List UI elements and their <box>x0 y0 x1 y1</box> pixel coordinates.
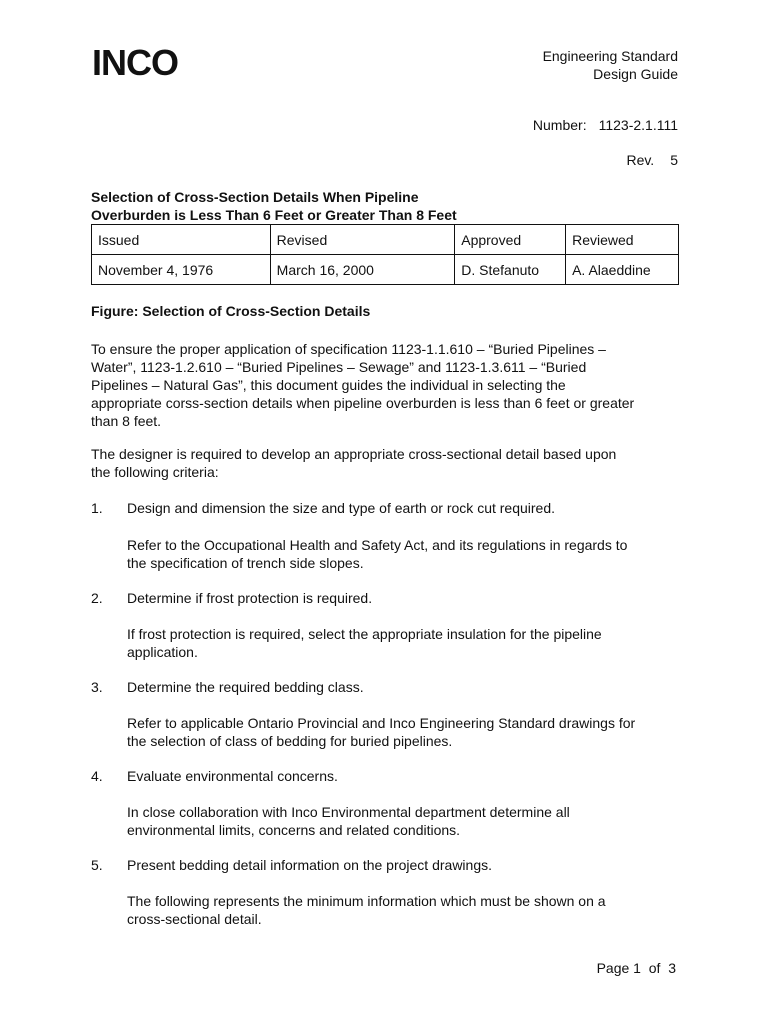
inco-logo <box>92 44 188 80</box>
detail-line-1: If frost protection is required, select the appropriate insulation for the pipeline <box>127 626 602 642</box>
detail-line-2: environmental limits, concerns and related conditions. <box>127 822 461 838</box>
approval-table <box>91 224 679 285</box>
list-item-number: 5. <box>91 857 103 873</box>
document-title <box>91 188 457 224</box>
number-value: 1123-2.1.111 <box>598 117 678 133</box>
logo-wordmark: INCO <box>92 44 178 80</box>
detail-line-1: In close collaboration with Inco Environmental department determine all <box>127 804 570 820</box>
header-revised: Revised <box>270 225 455 255</box>
standard-line: Engineering Standard <box>542 48 678 64</box>
reviewer: A. Alaeddine <box>566 255 679 285</box>
list-item-number: 2. <box>91 590 103 606</box>
list-item-detail <box>127 536 687 572</box>
list-item-heading: Determine if frost protection is required. <box>127 590 373 606</box>
list-item-number: 4. <box>91 768 103 784</box>
number-label: Number: <box>532 117 587 133</box>
table-row <box>92 255 679 285</box>
detail-line-2: cross-sectional detail. <box>127 911 262 927</box>
title-line-1: Selection of Cross-Section Details When Pipeline <box>91 189 419 205</box>
header-issued: Issued <box>92 225 271 255</box>
rev-value: 5 <box>670 152 678 168</box>
detail-line-2: application. <box>127 644 198 660</box>
header-approved: Approved <box>455 225 566 255</box>
intro-line-4: appropriate corss-section details when pipeline overburden is less than 6 feet or greater <box>91 395 635 411</box>
figure-caption: Figure: Selection of Cross-Section Details <box>91 303 371 319</box>
intro-paragraph <box>91 340 691 430</box>
list-item-heading: Evaluate environmental concerns. <box>127 768 338 784</box>
list-item-number: 3. <box>91 679 103 695</box>
intro-line-5: than 8 feet. <box>91 413 162 429</box>
list-item-heading: Design and dimension the size and type of earth or rock cut required. <box>127 500 556 516</box>
list-item-detail <box>127 714 687 750</box>
detail-line-1: Refer to applicable Ontario Provincial and Inco Engineering Standard drawings for <box>127 715 636 731</box>
design-guide-line: Design Guide <box>593 66 678 82</box>
header-reviewed: Reviewed <box>566 225 679 255</box>
page-number: Page 1 of 3 <box>596 960 676 976</box>
criteria-line-1: The designer is required to develop an appropriate cross-sectional detail based upon <box>91 446 617 462</box>
intro-line-2: Water”, 1123-1.2.610 – “Buried Pipelines – Sewage” and 1123-1.3.611 – “Buried <box>91 359 587 375</box>
detail-line-1: Refer to the Occupational Health and Safety Act, and its regulations in regards to <box>127 537 628 553</box>
title-line-2: Overburden is Less Than 6 Feet or Greater Than 8 Feet <box>91 207 457 223</box>
document-number <box>533 117 678 133</box>
rev-label: Rev. <box>626 152 655 168</box>
detail-line-2: the specification of trench side slopes. <box>127 555 364 571</box>
revision <box>626 152 678 168</box>
list-item-detail <box>127 892 687 928</box>
list-item-heading: Present bedding detail information on the project drawings. <box>127 857 492 873</box>
table-header-row <box>92 225 679 255</box>
revised-date: March 16, 2000 <box>270 255 455 285</box>
document-type <box>543 47 678 83</box>
issued-date: November 4, 1976 <box>92 255 271 285</box>
criteria-paragraph <box>91 445 691 481</box>
list-item-number: 1. <box>91 500 103 516</box>
list-item-detail <box>127 625 687 661</box>
list-item-detail <box>127 803 687 839</box>
detail-line-1: The following represents the minimum information which must be shown on a <box>127 893 606 909</box>
intro-line-3: Pipelines – Natural Gas”, this document guides the individual in selecting the <box>91 377 566 393</box>
detail-line-2: the selection of class of bedding for buried pipelines. <box>127 733 453 749</box>
list-item-heading: Determine the required bedding class. <box>127 679 364 695</box>
approver: D. Stefanuto <box>455 255 566 285</box>
criteria-line-2: the following criteria: <box>91 464 219 480</box>
intro-line-1: To ensure the proper application of specification 1123-1.1.610 – “Buried Pipelines – <box>91 341 606 357</box>
